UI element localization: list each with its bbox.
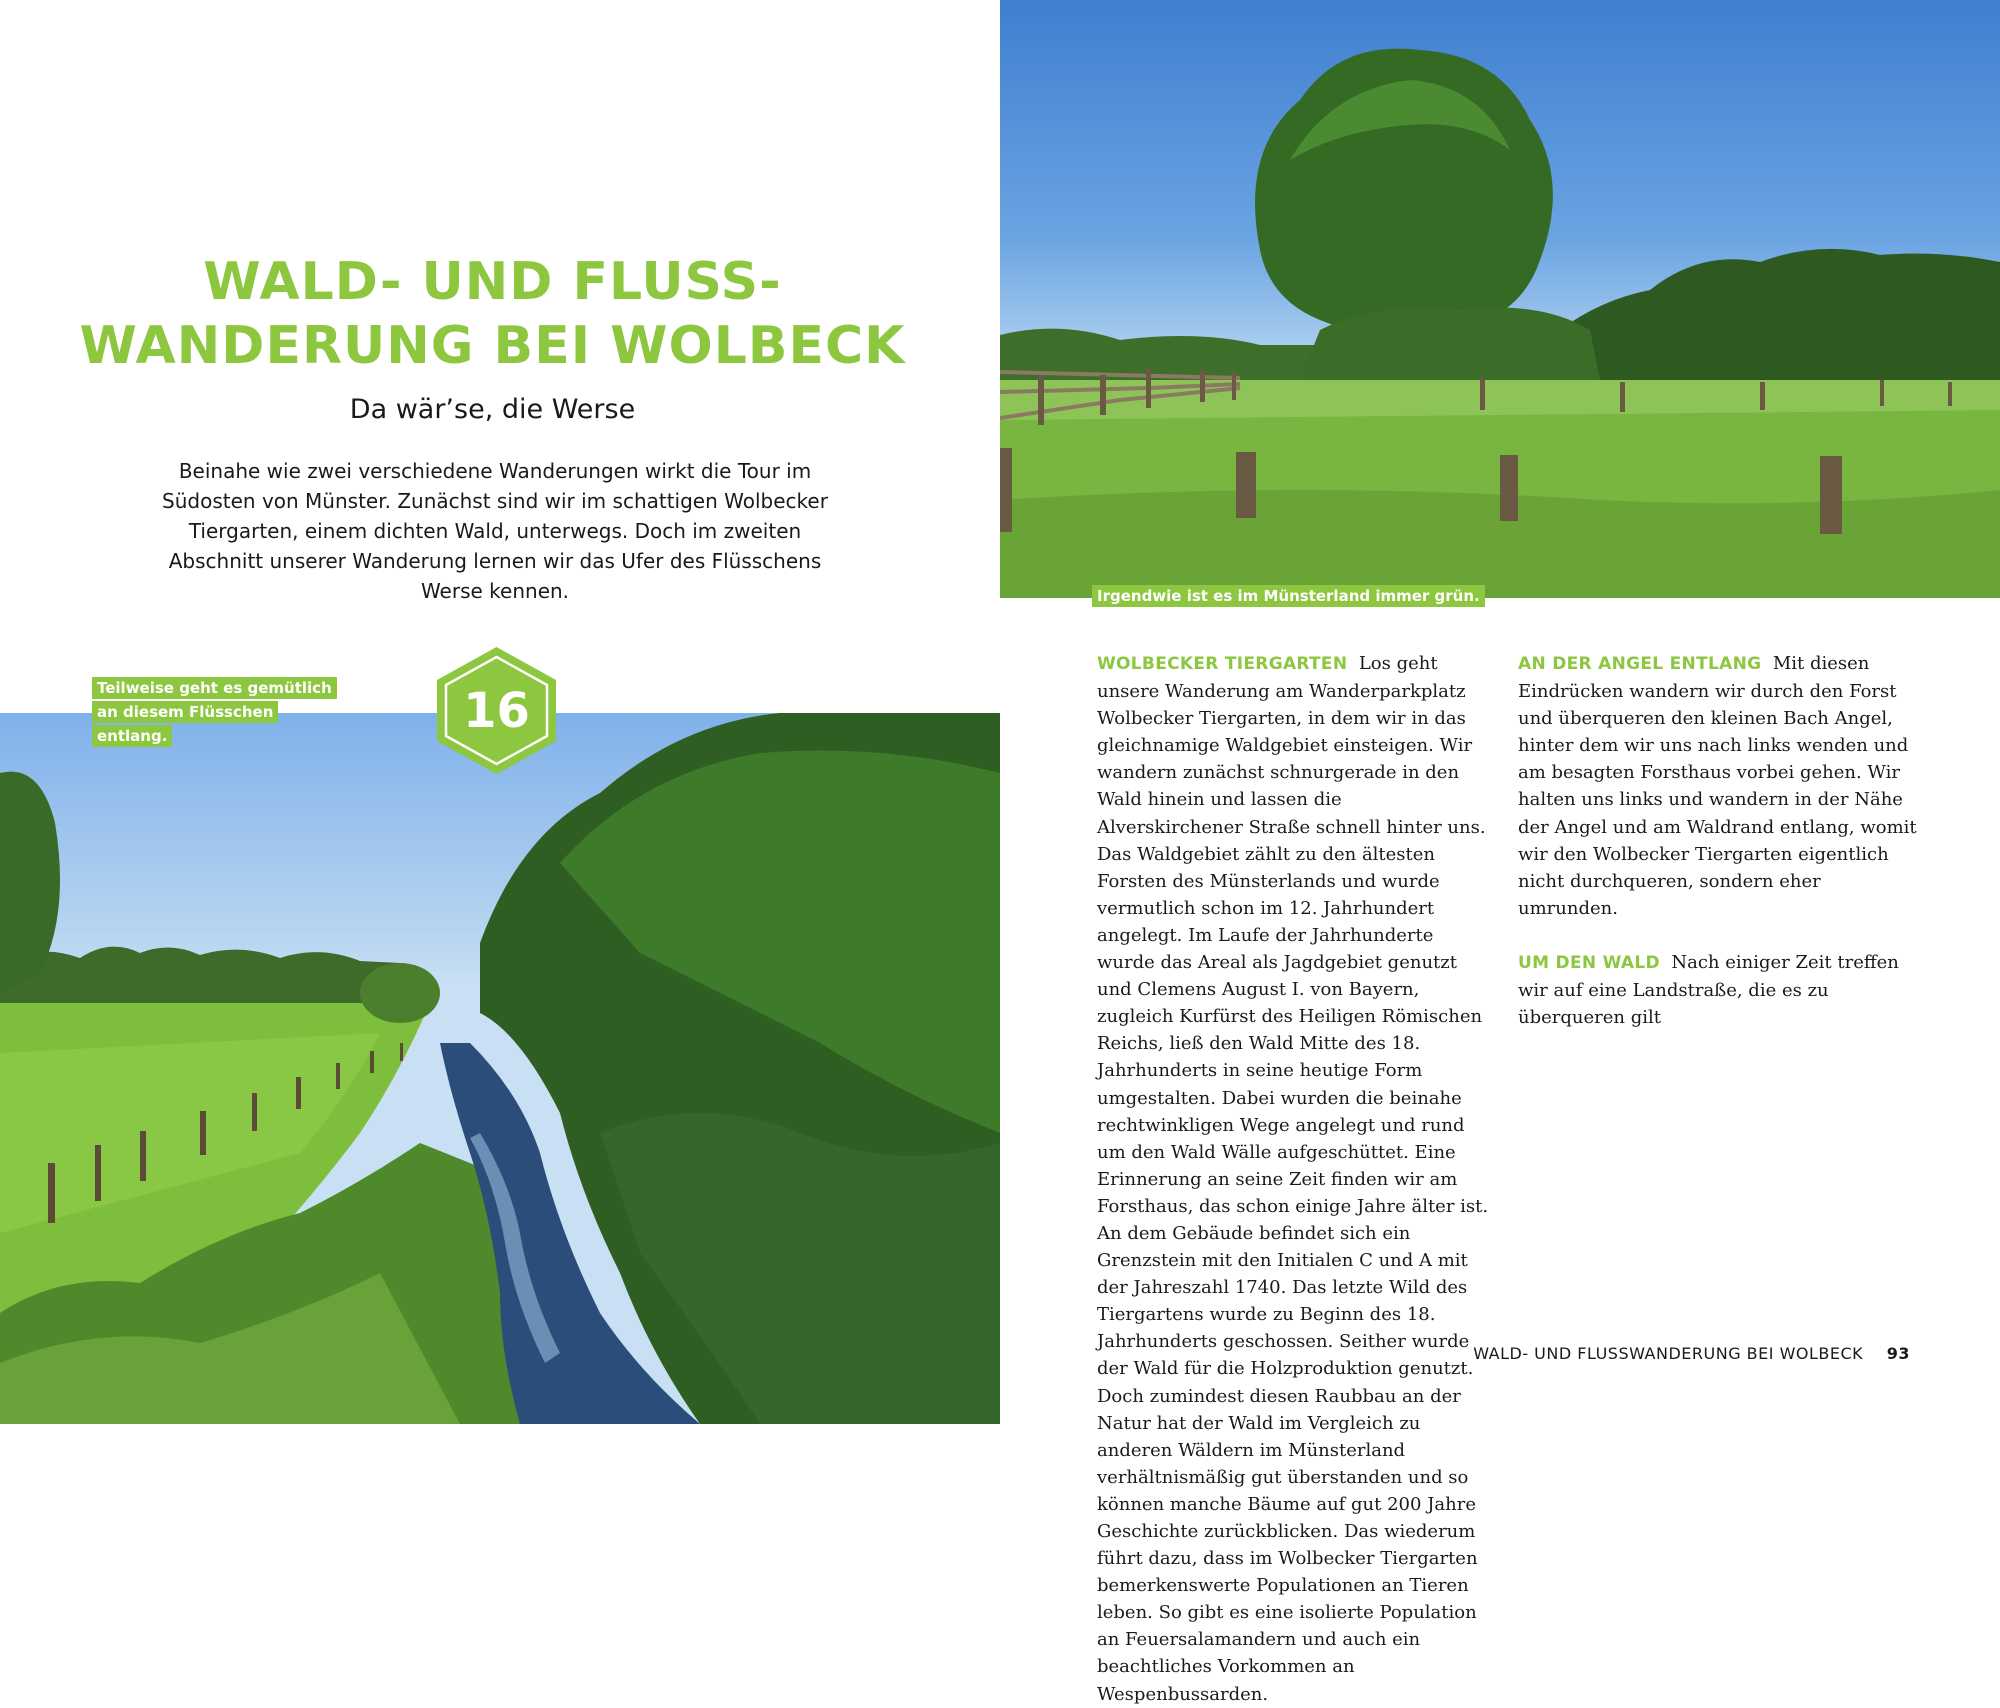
section-heading-um-den-wald: UM DEN WALD [1518,952,1660,973]
river-photo-caption [92,676,352,748]
paragraph-um-den-wald [1518,949,1918,1031]
intro-paragraph: Beinahe wie zwei verschiedene Wanderungen wirkt die Tour im Südosten von Münster. Zunächst sind wir im schattigen Wolbecker Tiergarten, einem dichten Wald, unterwegs. Doch im zweiten Abschnitt unserer Wanderung lernen wir das Ufer des Flüsschens Werse kennen. [162,459,828,603]
chapter-title-line-1: WALD- UND FLUSS- [203,252,782,312]
tour-number: 16 [463,682,530,739]
text-column-2 [1518,650,1918,1031]
section-heading-an-der-angel: AN DER ANGEL ENTLANG [1518,654,1762,674]
section-heading-wolbecker-tiergarten: WOLBECKER TIERGARTEN [1097,654,1348,674]
meadow-photo [1000,0,2000,598]
meadow-photo-caption-text: Irgendwie ist es im Münsterland immer grün. [1092,585,1485,607]
meadow-photo-caption [1092,584,1485,608]
paragraph-an-der-angel [1518,650,1918,922]
chapter-title-line-2: WANDERUNG BEI WOLBECK [79,316,906,376]
meadow-photo-illustration [1000,0,2000,598]
section-text-wolbecker-tiergarten: Los geht unsere Wanderung am Wanderparkplatz Wolbecker Tiergarten, in dem wir in das gleichnamige Waldgebiet einsteigen. Wir wandern zunächst schnurgerade in den Wald hinein und lassen die Alverskirchener Straße schnell hinter uns. Das Waldgebiet zählt zu den ältesten Forsten des Münsterlands und wurde vermutlich schon im 12. Jahrhundert angelegt. Im Laufe der Jahrhunderte wurde das Areal als Jagdgebiet genutzt und Clemens August I. von Bayern, zugleich Kurfürst des Heiligen Römischen Reichs, ließ den Wald Mitte des 18. Jahrhunderts in seine heutige Form umgestalten. Dabei wurden die beinahe rechtwinkligen Wege angelegt und rund um den Wald Wälle aufgeschüttet. Eine Erinnerung an seine Zeit finden wir am Forsthaus, das schon einige Jahre älter ist. An dem Gebäude befindet sich ein Grenzstein mit den Initialen C und A mit der Jahreszahl 1740. Das letzte Wild des Tiergartens wurde zu Beginn des 18. Jahrhunderts geschossen. Seither wurde der Wald für die Holzproduktion genutzt. Doch zumindest diesen Raubbau an der Natur hat der Wald im Vergleich zu anderen Wäldern im Münsterland verhältnismäßig gut überstanden und so können manche Bäume auf gut 200 Jahre Geschichte zurückblicken. Das wiederum führt dazu, dass im Wolbecker Tiergarten bemerkenswerte Populationen an Tieren leben. So gibt es eine isolierte Population an Feuersalamandern und auch ein beachtliches Vorkommen an Wespenbussarden. [1097,653,1489,1705]
chapter-subtitle: Da wär’se, die Werse [349,394,636,425]
section-text-um-den-wald: Nach einiger Zeit treffen wir auf eine Landstraße, die es zu überqueren gilt [1518,951,1899,1029]
running-title: WALD- UND FLUSSWANDERUNG BEI WOLBECK [1473,1344,1864,1363]
river-photo [0,713,1000,1424]
text-column-1 [1097,650,1492,1708]
section-text-an-der-angel: Mit diesen Eindrücken wandern wir durch den Forst und überqueren den kleinen Bach Angel, hinter dem wir uns nach links wenden und am besagten Forsthaus vorbei gehen. Wir halten uns links und wandern in der Nähe der Angel und am Waldrand entlang, womit wir den Wolbecker Tiergarten eigentlich nicht durchqueren, sondern eher umrunden. [1518,653,1917,919]
chapter-title [0,250,985,378]
paragraph-wolbecker-tiergarten [1097,650,1492,1708]
river-photo-illustration [0,713,1000,1424]
page-number: 93 [1886,1344,1910,1363]
page-footer [1473,1344,1910,1363]
river-photo-caption-line-1: Teilweise geht es gemütlich [92,677,337,699]
river-photo-caption-line-2: an diesem Flüsschen entlang. [92,701,278,747]
